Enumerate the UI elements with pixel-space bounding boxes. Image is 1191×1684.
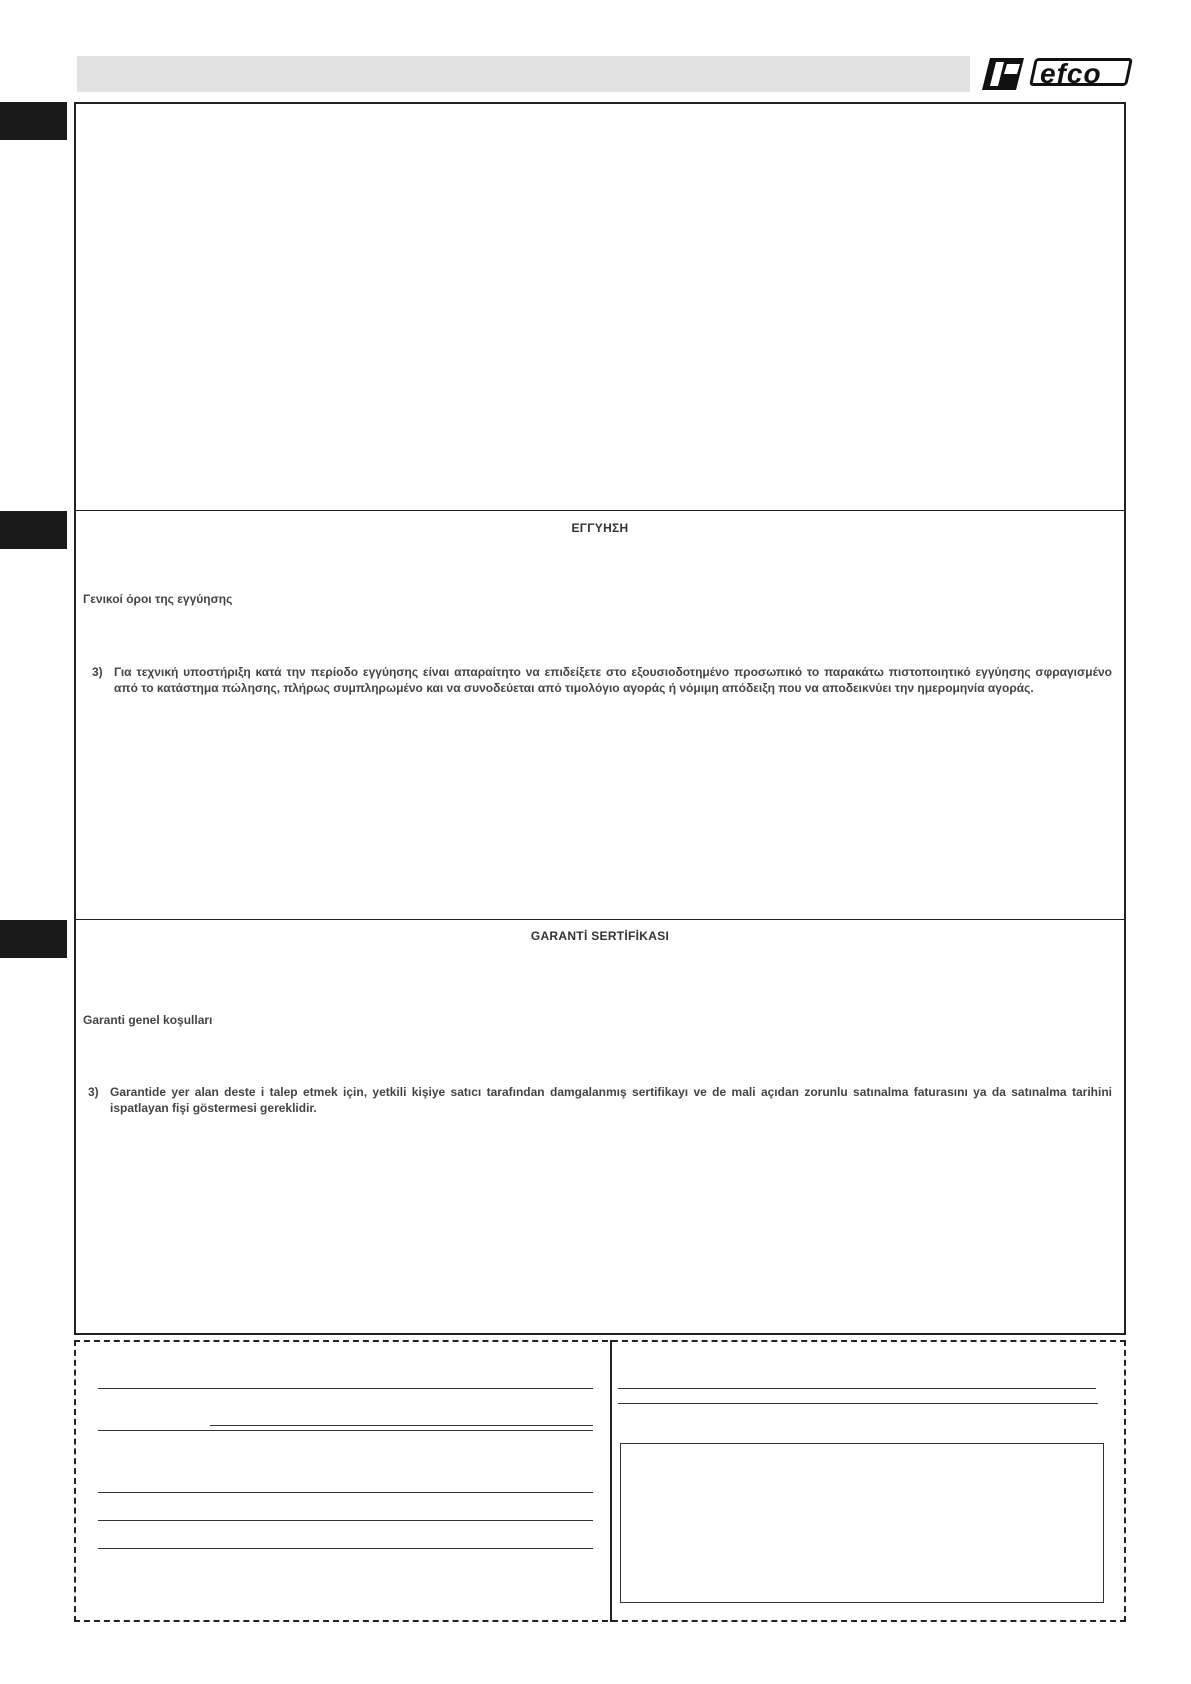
coupon-field-line-4[interactable] [98, 1520, 593, 1521]
section-divider-2 [74, 919, 1126, 920]
greek-clause-3 [92, 664, 1112, 696]
coupon-field-line-2b[interactable] [98, 1430, 593, 1431]
efco-logo-icon [980, 56, 1026, 92]
language-tab-turkish [0, 920, 67, 958]
greek-general-terms-heading: Γενικοί όροι της εγγύησης [83, 592, 233, 606]
language-tab-greek [0, 511, 67, 549]
greek-clause-text: Για τεχνική υποστήριξη κατά την περίοδο εγγύησης είναι απαραίτητο να επιδείξετε στο εξουσιοδοτημένο προσωπικό το παρακάτω πιστοποιητικό εγγύησης σφραγισμένο από το κατάστημα πώλησης, πλήρως συμπληρωμένο και να συνοδεύεται από τιμολόγιο αγοράς ή νόμιμη απόδειξη που να αποδεικνύει την ημερομηνία αγοράς. [114, 665, 1112, 695]
greek-clause-number: 3) [92, 665, 103, 679]
language-tab-1 [0, 102, 67, 140]
coupon-right-line-2[interactable] [618, 1403, 1098, 1404]
turkish-clause-text: Garantide yer alan deste i talep etmek için, yetkili kişiye satıcı tarafından damgalanmış sertifikayı ve de mali açıdan zorunlu satınalma faturasını ya da satınalma tarihini ispatlayan fişi göstermesi gereklidir. [110, 1085, 1112, 1115]
turkish-clause-3 [88, 1084, 1112, 1116]
turkish-clause-number: 3) [88, 1085, 99, 1099]
efco-logo [980, 54, 1135, 96]
greek-section-title: ΕΓΓΥΗΣΗ [571, 521, 629, 535]
dealer-stamp-box [620, 1443, 1104, 1603]
turkish-section-title: GARANTİ SERTİFİKASI [530, 929, 670, 943]
coupon-field-line-1[interactable] [98, 1388, 593, 1389]
efco-logo-word: efco [1040, 58, 1102, 89]
coupon-field-line-5[interactable] [98, 1548, 593, 1549]
header-bar [77, 56, 970, 92]
main-frame [74, 102, 1126, 1335]
coupon-right-line-1[interactable] [618, 1388, 1096, 1389]
turkish-general-terms-heading: Garanti genel koşulları [83, 1013, 213, 1027]
coupon-field-line-2a[interactable] [210, 1425, 593, 1426]
coupon-field-line-3[interactable] [98, 1492, 593, 1493]
section-divider-1 [74, 510, 1126, 511]
coupon-divider [610, 1340, 612, 1622]
